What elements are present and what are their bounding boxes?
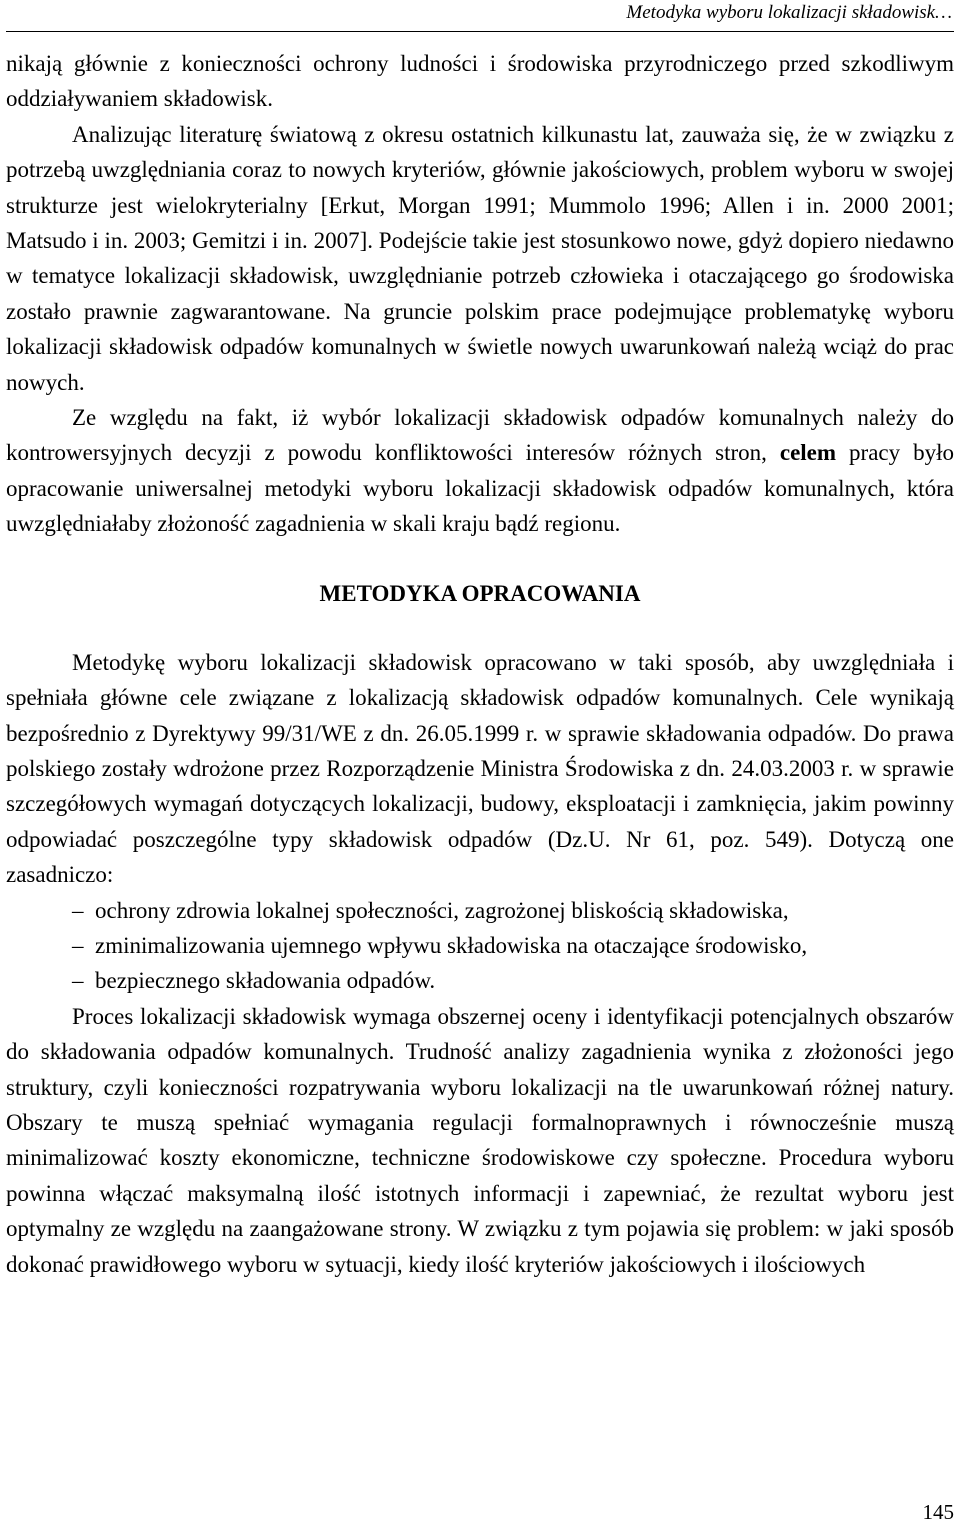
list-item-text: bezpiecznego składowania odpadów. [95, 968, 436, 994]
dash-glyph: – [72, 897, 84, 923]
paragraph-methodology: Metodykę wyboru lokalizacji składowisk opracowano w taki sposób, aby uwzględniała i spełniała główne cele związane z lokalizacją składowisk odpadów komunalnych. Cele wynikają bezpośrednio z Dyrektywy 99/31/WE z dn. 26.05.1999 r. w sprawie składowania odpadów. Do prawa polskiego zostały wdrożone przez Rozporządzenie Ministra Środowiska z dn. 24.03.2003 r. w sprawie szczegółowych wymagań dotyczących lokalizacji, budowy, eksploatacji i zamknięcia, jakim powinny odpowiadać poszczególne typy składowisk odpadów (Dz.U. Nr 61, poz. 549). Dotyczą one zasadniczo: [6, 649, 954, 888]
list-item-text: zminimalizowania ujemnego wpływu składowiska na otaczające środowisko, [95, 932, 808, 958]
dash-glyph: – [72, 932, 84, 958]
page-number: 145 [922, 1500, 954, 1524]
running-header: Metodyka wyboru lokalizacji składowisk… [626, 2, 952, 23]
list-item [6, 928, 954, 963]
dash-glyph: – [72, 968, 84, 994]
paragraph-literature: Analizując literaturę światową z okresu ostatnich kilkunastu lat, zauważa się, że w związku z potrzebą uwzględniania coraz to nowych kryteriów, głównie jakościowych, problem wyboru w swojej strukturze jest wielokryterialny [Erkut, Morgan 1991; Mummolo 1996; Allen i in. 2000 2001; Matsudo i in. 2003; Gemitzi i in. 2007]. Podejście takie jest stosunkowo nowe, gdyż dopiero niedawno w tematyce lokalizacji składowisk, uwzględnianie potrzeb człowieka i otaczającego go środowiska zostało prawnie zagwarantowane. Na gruncie polskim prace podejmujące problematykę wyboru lokalizacji składowisk odpadów komunalnych w świetle nowych uwarunkowań należą wciąż do prac nowych. [6, 121, 954, 395]
paragraph-goal [6, 400, 954, 542]
goal-text-before: Ze względu na fakt, iż wybór lokalizacji składowisk odpadów komunalnych należy do kontrowersyjnych decyzji z powodu konfliktowości interesów różnych stron, [6, 405, 954, 466]
list-item [6, 963, 954, 998]
header-rule [6, 31, 954, 32]
list-item-text: ochrony zdrowia lokalnej społeczności, zagrożonej bliskością składowiska, [95, 897, 789, 923]
paragraph-process: Proces lokalizacji składowisk wymaga obszernej oceny i identyfikacji potencjalnych obszarów do składowania odpadów komunalnych. Trudność analizy zagadnienia wynika z złożoności jego struktury, czyli konieczności rozpatrywania wyboru lokalizacji na tle uwarunkowań różnej natury. Obszary te muszą spełniać wymagania regulacji formalnoprawnych i równocześnie muszą minimalizować koszty ekonomiczne, techniczne środowiskowe czy społeczne. Procedura wyboru powinna włączać maksymalną ilość istotnych informacji i zapewniać, że rezultat wyboru jest optymalny ze względu na zaangażowane strony. W związku z tym pojawia się problem: w jaki sposób dokonać prawidłowego wyboru w sytuacji, kiedy ilość kryteriów jakościowych i ilościowych [6, 1003, 954, 1277]
section-title: METODYKA OPRACOWANIA [319, 580, 641, 606]
goal-keyword: celem [779, 440, 837, 466]
spacer [6, 542, 954, 576]
body-text [6, 46, 954, 1282]
paragraph-continuation: nikają głównie z konieczności ochrony ludności i środowiska przyrodniczego przed szkodliwym oddziaływaniem składowisk. [6, 51, 954, 112]
goal-text-after: pracy było opracowanie uniwersalnej metodyki wyboru lokalizacji składowisk odpadów komunalnych, która uwzględniałaby złożoność zagadnienia w skali kraju bądź regionu. [6, 440, 954, 537]
spacer [6, 611, 954, 645]
list-item [6, 893, 954, 928]
